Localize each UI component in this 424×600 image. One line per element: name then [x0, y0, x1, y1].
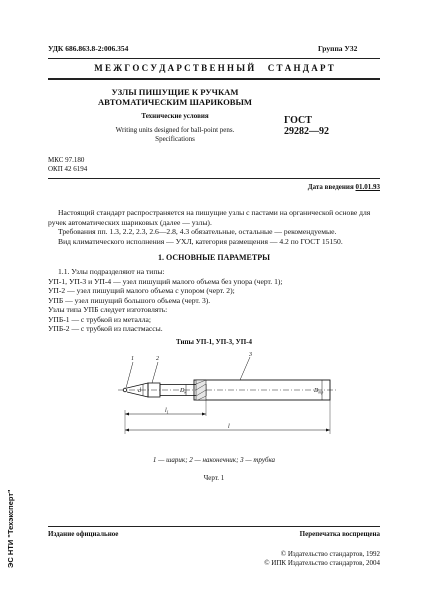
intro-date: [230, 183, 380, 192]
label-3: 3: [249, 352, 252, 358]
label-2: 2: [156, 356, 159, 362]
section-heading: 1. ОСНОВНЫЕ ПАРАМЕТРЫ: [158, 253, 270, 262]
banner-rule: [48, 78, 380, 80]
label-l: l: [228, 424, 230, 430]
intro-date-label: Дата введения: [307, 183, 354, 191]
label-dn: $D_н$: [180, 388, 187, 395]
figure-caption: Черт. 1: [203, 474, 225, 482]
intro-paragraph-2: Требования пп. 1.3, 2.2, 2.3, 2.6—2.8, 4.3 обязательные, остальные — рекомендуемые.: [58, 227, 337, 236]
section-line: УП-1, УП-3 и УП-4 — узел пишущий малого объема без упора (черт. 1);: [48, 276, 283, 286]
gost-label: ГОСТ: [284, 115, 312, 126]
leader-2: [152, 362, 158, 383]
udc-code: УДК 686.863.8-2:006.354: [48, 44, 129, 53]
mks-code: МКС 97.180: [48, 156, 85, 164]
group-code: Группа У32: [318, 44, 358, 53]
footer-rule: [48, 526, 380, 527]
standard-banner: М Е Ж Г О С У Д А Р С Т В Е Н Н Ы Й С Т А Н Д А Р Т: [94, 63, 334, 73]
top-rule: [48, 58, 380, 59]
writing-unit-drawing: [110, 350, 350, 442]
okp-code: ОКП 42 6194: [48, 165, 88, 173]
label-d: d: [138, 388, 141, 394]
sidebar-watermark: ЭС НТИ "Техэксперт": [6, 489, 15, 568]
intro-date-value: 01.01.93: [355, 183, 380, 191]
section-line: УПБ-2 — с трубкой из пластмассы.: [48, 324, 163, 333]
mid-rule: [48, 178, 380, 179]
label-1: 1: [131, 356, 134, 362]
intro-paragraph-1: Настоящий стандарт распространяется на пишущие узлы с пастами на органической основе для ручек автоматических шариковых (далее — узлы).: [48, 208, 371, 227]
gost-number: 29282—92: [284, 126, 329, 137]
title-line-1: УЗЛЫ ПИШУЩИЕ К РУЧКАМ: [111, 87, 239, 97]
title-subtitle: Технические условия: [141, 112, 209, 120]
title-line-2: АВТОМАТИЧЕСКИМ ШАРИКОВЫМ: [97, 97, 253, 107]
label-dtr: $D_{тр}$: [314, 388, 324, 395]
leader-1: [126, 362, 133, 388]
section-line: УП-2 — узел пишущий малого объема с упором (черт. 2);: [48, 286, 235, 295]
title-english-line-2: Specifications: [155, 135, 195, 143]
section-line: Узлы типа УПБ следует изготовлять:: [48, 305, 168, 314]
leader-3: [240, 357, 250, 380]
section-line: УПБ — узел пишущий большого объема (черт. 3).: [48, 295, 211, 305]
tube-hatching: [196, 380, 206, 400]
intro-paragraph-3: Вид климатического исполнения — УХЛ, категория размещения — 4.2 по ГОСТ 15150.: [58, 237, 343, 246]
official-edition: Издание официальное: [48, 530, 119, 538]
reprint-notice: Перепечатка воспрещена: [299, 530, 380, 538]
figure-title: Типы УП-1, УП-3, УП-4: [175, 338, 252, 346]
label-l1: $l_1$: [165, 408, 169, 415]
figure-legend: 1 — шарик; 2 — наконечник; 3 — трубка: [152, 456, 276, 464]
section-line: 1.1. Узлы подразделяют на типы:: [58, 267, 165, 276]
section-line: УПБ-1 — с трубкой из металла;: [48, 314, 151, 324]
copyright-2004: © ИПК Издательство стандартов, 2004: [264, 559, 380, 567]
title-english-line-1: Writing units designed for ball-point pens.: [115, 126, 235, 134]
copyright-1992: © Издательство стандартов, 1992: [280, 550, 380, 558]
